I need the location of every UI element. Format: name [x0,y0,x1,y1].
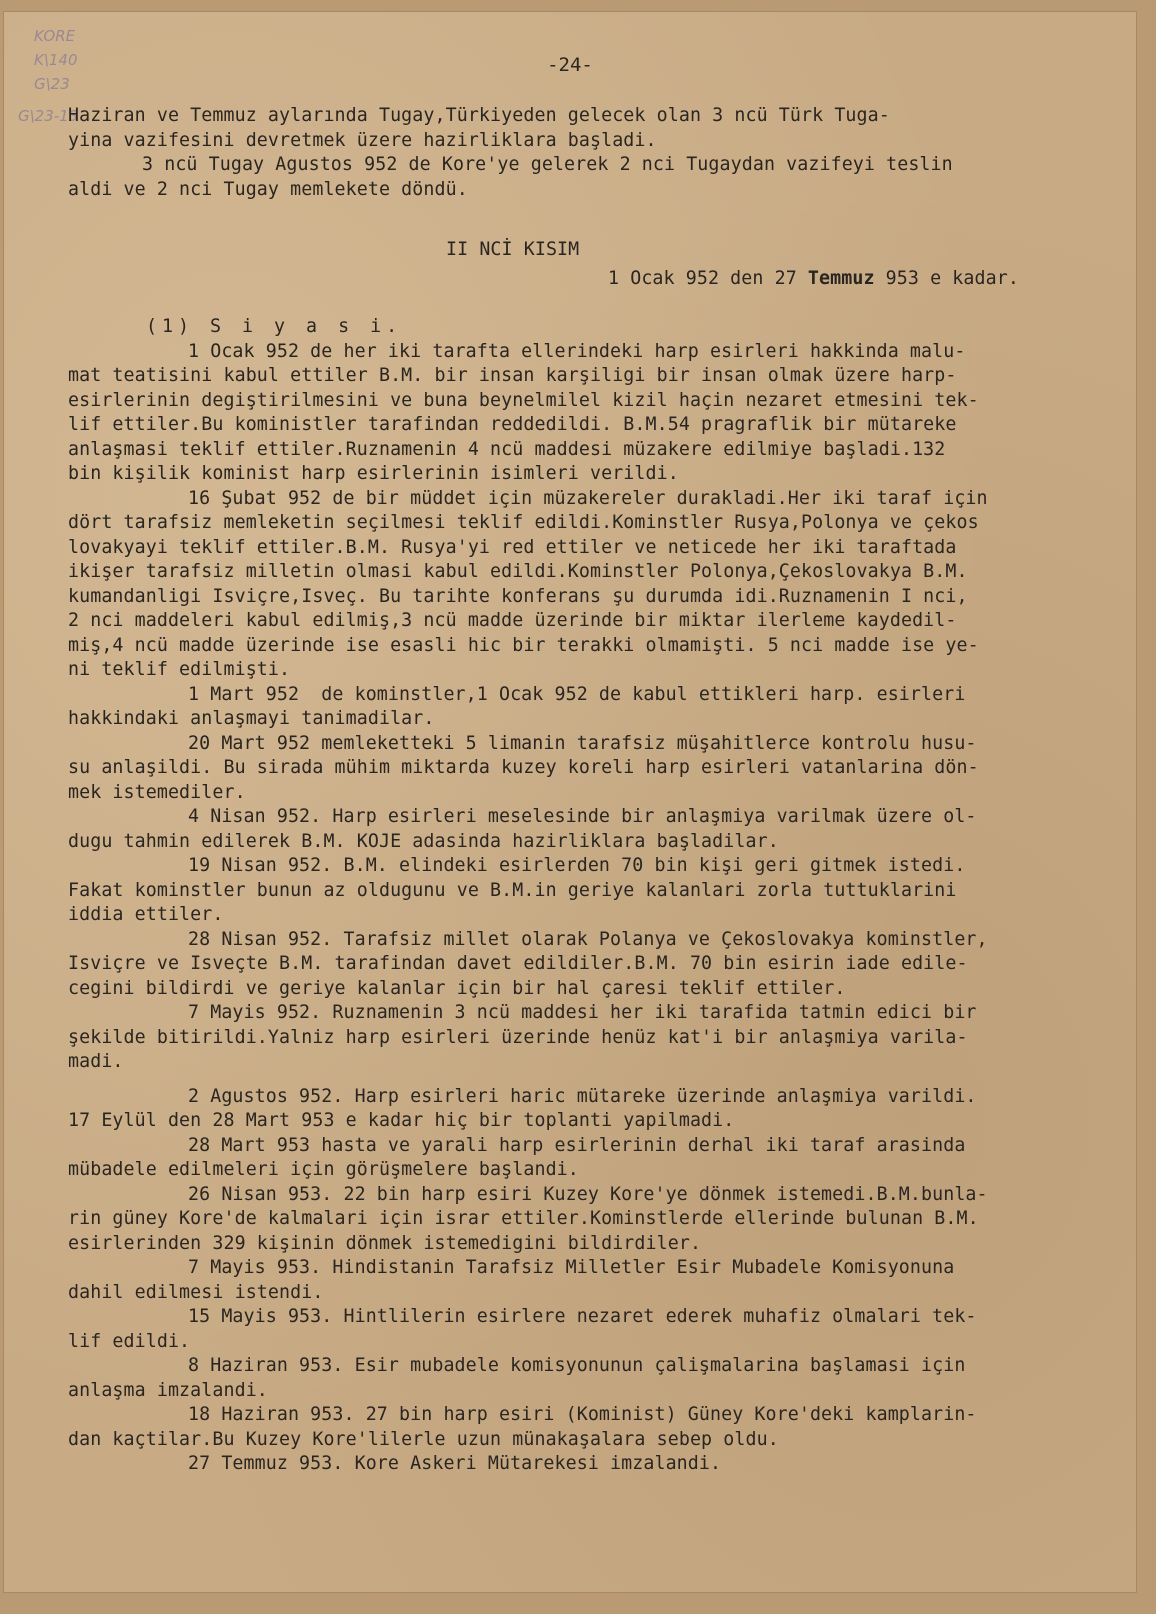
page-number: -24- [547,54,593,76]
paragraph-gap [68,1075,1078,1085]
paragraph-line: ikişer tarafsiz milletin olmasi kabul edildi.Kominstler Polonya,Çekoslovakya B.M. [68,561,968,582]
archive-mark: KORE [34,27,76,45]
paragraph-line: rin güney Kore'de kalmalari için israr ettiler.Kominstlerde ellerinde bulunan B.M. [68,1208,979,1229]
paragraph-first-line: 2 Agustos 952. Harp esirleri haric mütareke üzerinde anlaşmiya varildi. [188,1085,977,1107]
paragraph-line: cegini bildirdi ve geriye kalanlar için bir hal çaresi teklif ettiler. [68,977,846,999]
paragraph-line: dugu tahmin edilerek B.M. KOJE adasinda hazirliklara başladilar. [68,830,779,852]
paragraph-line: dahil edilmesi istendi. [68,1281,324,1303]
paragraph-line: iddia ettiler. [68,904,224,925]
paragraph-line: anlaşma imzalandi. [68,1379,268,1401]
paragraph-line: bin kişilik kominist harp esirlerinin isimleri verildi. [68,463,679,484]
paragraph-line: şekilde bitirildi.Yalniz harp esirleri üzerinde henüz kat'i bir anlaşmiya varila- [68,1026,968,1048]
intro-line: Haziran ve Temmuz aylarında Tugay,Türkiyeden gelecek olan 3 ncü Türk Tuga- [68,105,890,126]
paragraph-first-line: 19 Nisan 952. B.M. elindeki esirlerden 70 bin kişi geri gitmek istedi. [188,855,966,876]
intro-line: 3 ncü Tugay Agustos 952 de Kore'ye gelerek 2 nci Tugaydan vazifeyi teslin [142,154,953,175]
paragraph-line: lif ettiler.Bu koministler tarafindan reddedildi. B.M.54 pragraflik bir mütareke [68,414,957,435]
paragraph-line: lovakyayi teklif ettiler.B.M. Rusya'yi red ettiler ve neticede her iki taraftada [68,536,957,558]
document-body [68,104,1078,1477]
paragraph-first-line: 28 Nisan 952. Tarafsiz millet olarak Polanya ve Çekoslovakya kominstler, [188,928,988,950]
paragraph-first-line: 17 Eylül den 28 Mart 953 e kadar hiç bir toplanti yapilmadi. [68,1110,735,1131]
paragraph-line: lif edildi. [68,1330,191,1352]
paragraph-first-line: 1 Mart 952 de kominstler,1 Ocak 952 de kabul ettikleri harp. esirleri [188,683,966,705]
paragraph-line: madi. [68,1051,124,1072]
paragraph-first-line: 28 Mart 953 hasta ve yarali harp esirlerinin derhal iki taraf arasinda [188,1134,966,1156]
margin-reference: G\23-13 [18,107,79,125]
paragraph-first-line: 15 Mayis 953. Hintlilerin esirlere nezaret ederek muhafiz olmalari tek- [188,1306,977,1327]
paragraph-first-line: 27 Temmuz 953. Kore Askeri Mütarekesi imzalandi. [188,1453,722,1474]
paragraph-line: hakkindaki anlaşmayi tanimadilar. [68,708,435,729]
paragraph-first-line: 18 Haziran 953. 27 bin harp esiri (Kominist) Güney Kore'deki kamplarin- [188,1404,977,1425]
paragraph-line: anlaşmasi teklif ettiler.Ruznamenin 4 ncü maddesi müzakere edilmiye başladi.132 [68,438,946,460]
paragraph-line: esirlerinden 329 kişinin dönmek istemedigini bildirdiler. [68,1232,702,1254]
paragraph-line: su anlaşildi. Bu sirada mühim miktarda kuzey koreli harp esirleri vatanlarina dön- [68,757,979,778]
paragraph-line: mübadele edilmeleri için görüşmelere başlandi. [68,1159,579,1180]
paragraph-first-line: 8 Haziran 953. Esir mubadele komisyonunun çalişmalarina başlamasi için [188,1355,966,1376]
paragraph-first-line: 16 Şubat 952 de bir müddet için müzakereler durakladi.Her iki taraf için [188,487,988,509]
paragraph-line: 2 nci maddeleri kabul edilmiş,3 ncü madde üzerinde bir miktar ilerleme kaydedil- [68,610,957,631]
paragraph-line: Fakat kominstler bunun az oldugunu ve B.M.in geriye kalanlari zorla tuttuklarini [68,879,957,901]
paragraph-line: ni teklif edilmişti. [68,659,291,680]
date-range-start: 1 Ocak 952 den 27 [608,267,808,289]
paragraph-line: Isviçre ve Isveçte B.M. tarafindan davet edildiler.B.M. 70 bin esirin iade edile- [68,953,968,974]
paragraph-line: esirlerinin degiştirilmesini ve buna beynelmilel kizil haçin nezaret etmesini tek- [68,389,979,411]
date-range [68,267,1078,292]
paragraph-line: miş,4 ncü madde üzerinde ise esasli hic bir terakki olmamişti. 5 nci madde ise ye- [68,634,979,656]
section-title: II NCİ KISIM [446,239,580,260]
chronology-paragraphs [68,340,1078,1477]
paragraph-line: kumandanligi Isviçre,Isveç. Bu tarihte konferans şu durumda idi.Ruznamenin I nci, [68,585,968,607]
intro-line: yina vazifesini devretmek üzere hazirliklara başladi. [68,129,657,151]
paragraph-first-line: 1 Ocak 952 de her iki tarafta ellerindeki harp esirleri hakkinda malu- [188,340,966,362]
document-page [4,12,1136,1592]
paragraph-first-line: 7 Mayis 952. Ruznamenin 3 ncü maddesi her iki tarafida tatmin edici bir [188,1002,977,1023]
struck-month: Temmuz [807,267,875,289]
paragraph-first-line: 26 Nisan 953. 22 bin harp esiri Kuzey Kore'ye dönmek istemedi.B.M.bunla- [188,1183,988,1205]
intro-line: aldi ve 2 nci Tugay memlekete döndü. [68,178,468,200]
subsection-heading: (1) S i y a s i. [146,316,403,337]
paragraph-first-line: 20 Mart 952 memleketteki 5 limanin tarafsiz müşahitlerce kontrolu husu- [188,732,977,754]
section-heading [68,238,1078,291]
paragraph-line: dan kaçtilar.Bu Kuzey Kore'lilerle uzun münakaşalara sebep oldu. [68,1428,779,1450]
date-range-end: 953 e kadar. [874,267,1019,289]
archive-mark: G\23 [34,75,70,93]
archive-mark: K\140 [34,51,78,69]
paragraph-first-line: 4 Nisan 952. Harp esirleri meselesinde bir anlaşmiya varilmak üzere ol- [188,806,977,827]
paragraph-line: mek istemediler. [68,781,246,803]
paragraph-line: dört tarafsiz memleketin seçilmesi teklif edildi.Kominstler Rusya,Polonya ve çekos [68,512,979,533]
paragraph-line: mat teatisini kabul ettiler B.M. bir insan karşiligi bir insan olmak üzere harp- [68,365,957,386]
paragraph-first-line: 7 Mayis 953. Hindistanin Tarafsiz Milletler Esir Mubadele Komisyonuna [188,1257,955,1278]
